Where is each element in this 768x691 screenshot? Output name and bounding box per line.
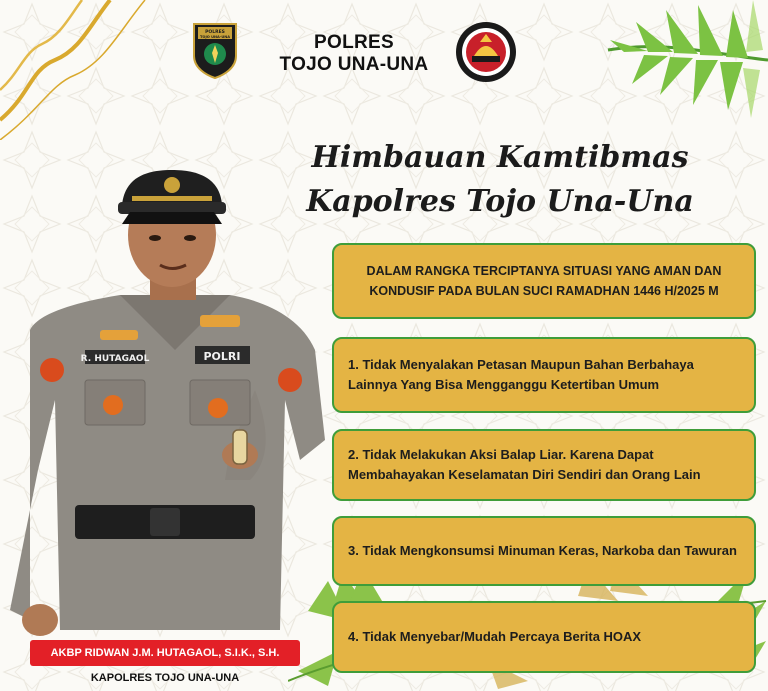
org-name — [244, 32, 464, 76]
notice-item-2 — [332, 429, 756, 501]
officer-name: AKBP RIDWAN J.M. HUTAGAOL, S.I.K., S.H. — [50, 647, 280, 659]
notice-item-1 — [332, 337, 756, 413]
header — [186, 18, 526, 88]
notice-item-3 — [332, 516, 756, 586]
badge-text-mid: TOJO UNA-UNA — [199, 35, 231, 39]
polres-badge-icon — [190, 20, 240, 80]
officer-name-tape: R. HUTAGAOL — [80, 354, 150, 364]
page-title — [300, 136, 700, 224]
officer-name-tag — [30, 640, 300, 666]
title-line1: Himbauan Kamtibmas — [311, 140, 689, 175]
notice-intro-text: DALAM RANGKA TERCIPTANYA SITUASI YANG AMAN DAN KONDUSIF PADA BULAN SUCI RAMADHAN 1446 H/2025 M — [366, 264, 722, 298]
officer-chest-tag: POLRI — [203, 350, 241, 363]
org-name-line1: POLRES — [314, 32, 394, 53]
org-name-line2: TOJO UNA-UNA — [279, 54, 429, 75]
gold-corner-ornament — [0, 0, 150, 140]
title-line2: Kapolres Tojo Una-Una — [306, 184, 694, 219]
palm-leaf-top-right — [548, 0, 768, 120]
officer-portrait — [0, 150, 330, 650]
notice-item-text: 3. Tidak Mengkonsumsi Minuman Keras, Narkoba dan Tawuran — [348, 543, 737, 558]
badge-text-top: POLRES — [205, 30, 225, 35]
obyektif-dipercaya-partisipasi-logo-icon — [454, 20, 518, 84]
notice-item-text: 2. Tidak Melakukan Aksi Balap Liar. Karena Dapat Membahayakan Keselamatan Diri Sendiri dan Orang Lain — [348, 447, 701, 482]
officer-role: KAPOLRES TOJO UNA-UNA — [90, 672, 240, 684]
notice-item-text: 4. Tidak Menyebar/Mudah Percaya Berita HOAX — [348, 629, 642, 644]
notice-item-text: 1. Tidak Menyalakan Petasan Maupun Bahan Berbahaya Lainnya Yang Bisa Mengganggu Ketertiban Umum — [348, 357, 694, 392]
notice-intro-card — [332, 243, 756, 319]
notice-item-4 — [332, 601, 756, 673]
